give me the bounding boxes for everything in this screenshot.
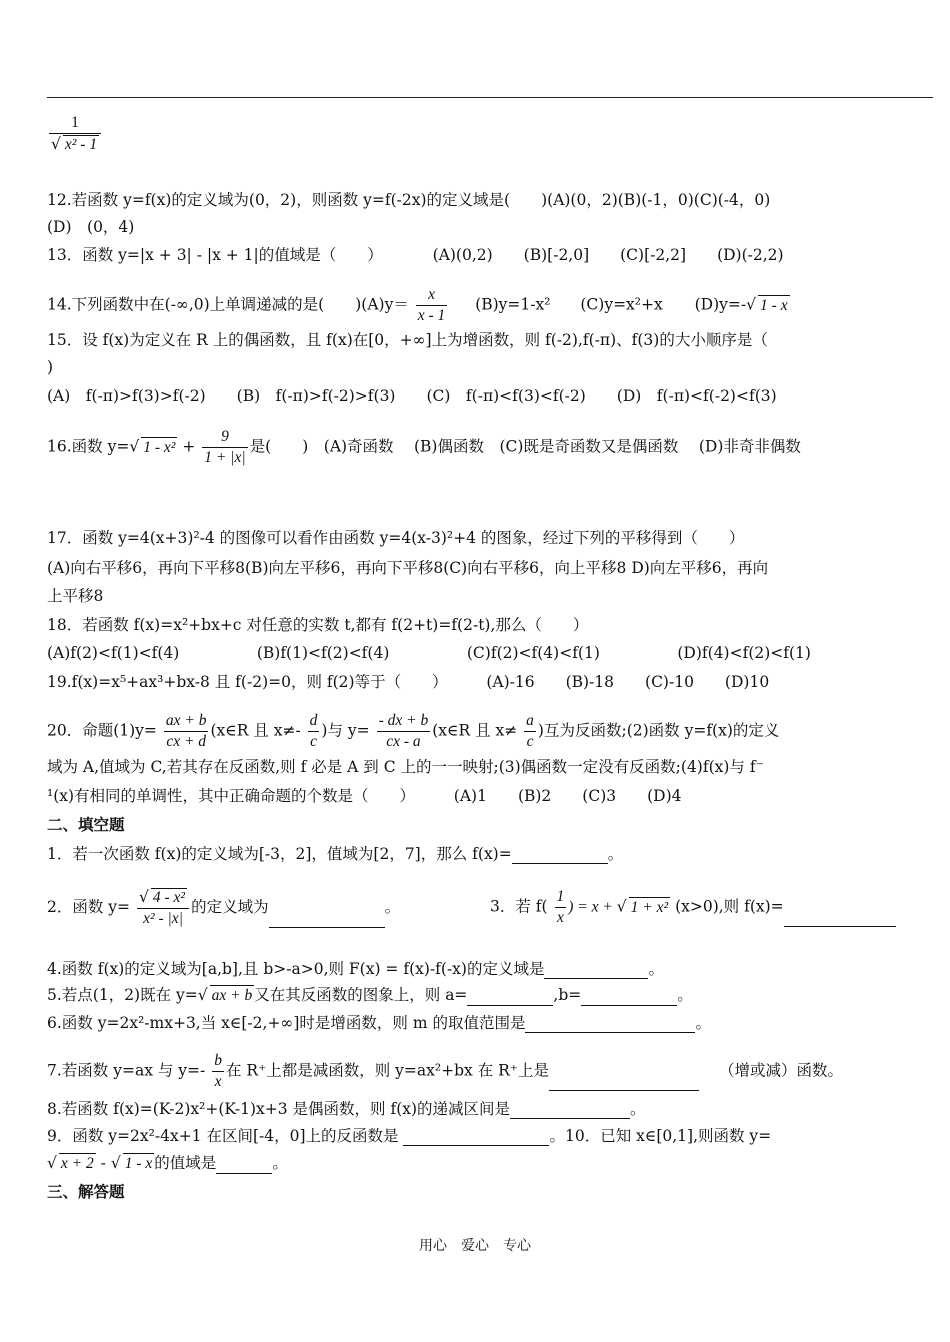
fill3-post: (x>0),则 f(x)= [675,897,784,916]
fill5-post: 又在其反函数的图象上，则 a= [254,986,468,1004]
fill6 [47,1012,711,1033]
fill5-end: 。 [677,986,693,1004]
q20-frac2-den: cx - a [386,733,421,750]
fill7-blank[interactable] [549,1070,699,1091]
fill5-pre: 5.若点(1，2)既在 y= [47,986,198,1004]
fill4-text: 4.函数 f(x)的定义域为[a,b],且 b>-a>0,则 F(x) = f(x)-f(-x)的定义域是 [47,960,545,978]
fill1 [47,843,623,864]
fill7 [47,1052,843,1091]
q18-options: (A)f(2)<f(1)<f(4) (B)f(1)<f(2)<f(4) (C)f(2)<f(4)<f(1) (D)f(4)<f(2)<f(1) [47,644,811,662]
fill3-num: 1 [555,888,567,908]
fill8 [47,1098,646,1119]
fill3-mid: ) = x + [568,898,617,916]
q17-line3: 上平移8 [47,587,104,605]
q20-frac1 [164,712,209,751]
fill3-blank[interactable] [784,906,896,927]
q14-optD-rad: 1 - x [760,296,788,314]
fill7-end: （增或减）函数。 [718,1061,843,1080]
fill3-frac [555,888,567,927]
fill2-pre: 2．函数 y= [47,898,131,916]
q13-stem: 13．函数 y=|x + 3| - |x + 1|的值域是（ ） [47,246,383,264]
q15-line1: 15．设 f(x)为定义在 R 上的偶函数，且 f(x)在[0，+∞]上为增函数，则 f(-2),f(-π)、f(3)的大小顺序是（ [47,331,768,349]
header-fraction: $\frac{1}{\text{√ x² - 1}}$ [47,114,103,154]
q16-frac-den: 1 + |x| [204,449,246,466]
q13-options: (A)(0,2) (B)[-2,0] (C)[-2,2] (D)(-2,2) [432,246,784,264]
fill5: 5.若点(1，2)既在 y=√ ax + b 又在其反函数的图象上，则 a= ,b= 。 [47,986,693,1004]
fill7-num: b [212,1052,224,1072]
q20-rest: )互为反函数;(2)函数 y=f(x)的定义 [537,721,780,740]
fill10-post: 的值域是 [154,1154,217,1172]
fill6-blank[interactable] [525,1012,695,1033]
page-footer: 用心 爱心 专心 [419,1238,531,1254]
q15-line2: ) [47,358,54,376]
q16-plus: + [182,437,196,456]
fill1-end: 。 [607,845,624,863]
fill2-rad: 4 - x² [152,889,186,906]
q20-cond2: (x∈R 且 x≠ [432,721,518,740]
q18-line1: 18．若函数 f(x)=x²+bx+c 对任意的实数 t,都有 f(2+t)=f(2-t),那么（ ） [47,616,589,634]
fill10-end: 。 [272,1154,288,1172]
q16-frac [202,428,247,467]
fill9-blank[interactable] [403,1125,549,1146]
q14-optC: (C)y=x²+x [580,295,663,314]
q20-frac1-num: ax + b [164,712,209,732]
fill5-rad: ax + b [211,987,253,1004]
fill2-post: 的定义域为 [191,898,269,916]
fill10-minus: - [100,1154,106,1172]
fill4-blank[interactable] [544,958,648,979]
fill5-blank-b[interactable] [581,985,677,1006]
fill2-end: 。 [384,898,401,916]
q20-line3: ¹(x)有相同的单调性，其中正确命题的个数是（ ） (A)1 (B)2 (C)3 (D)4 [47,787,682,805]
fill1-text: 1．若一次函数 f(x)的定义域为[-3，2]，值域为[2，7]，那么 f(x)= [47,845,512,863]
q14-optD: (D)y=- [694,295,747,314]
q20-line2: 域为 A,值域为 C,若其存在反函数,则 f 必是 A 到 C 上的一一映射;(3)偶函数一定没有反函数;(4)f(x)与 f⁻ [47,758,764,776]
fill7-den: x [214,1073,222,1090]
fill7-post: 在 R⁺上都是减函数，则 y=ax²+bx 在 R⁺上是 [225,1061,549,1080]
fill10-rad1: x + 2 [60,1155,94,1172]
fill7-pre: 7.若函数 y=ax 与 y=- [47,1061,206,1080]
q14-frac-den: x - 1 [417,307,446,324]
q20-frac-d [308,712,320,751]
fill8-text: 8.若函数 f(x)=(K-2)x²+(K-1)x+3 是偶函数，则 f(x)的递减区间是 [47,1100,511,1118]
header-rule [47,97,933,98]
fill5-blank-a[interactable] [467,985,553,1006]
q20-frac-a-num: a [524,712,536,732]
fill6-end: 。 [695,1014,711,1032]
section2-title: 二、填空题 [47,816,125,834]
q20-mid: )与 y= [321,721,370,740]
q13 [47,245,784,265]
q16-frac-num: 9 [202,428,247,448]
fill10-rad2: 1 - x [124,1155,153,1172]
q20-frac-a-den: c [526,733,534,750]
q20-frac-d-den: c [310,733,317,750]
q14-frac [416,286,448,325]
header-frac-num: 1 [49,114,101,134]
fill6-text: 6.函数 y=2x²-mx+3,当 x∈[-2,+∞]时是增函数，则 m 的取值范围是 [47,1014,526,1032]
header-frac-den: x² - 1 [64,136,98,153]
fill8-blank[interactable] [510,1098,630,1119]
fill10-blank[interactable] [216,1153,272,1174]
fill4 [47,958,664,979]
fill3: 3．若 f( $\frac{1}{x}$ ) = x + √ 1 + x² (x>0),则 f(x)= [490,888,896,927]
fill3-den: x [556,909,564,926]
fill10: √ x + 2 - √ 1 - x 的值域是 。 [47,1154,288,1172]
q12-line1: 12.若函数 y=f(x)的定义域为(0，2)，则函数 y=f(-2x)的定义域是( )(A)(0，2)(B)(-1，0)(C)(-4，0) [47,191,771,209]
fill5-b: ,b= [553,986,582,1004]
fill9-end: 。10．已知 x∈[0,1],则函数 y= [549,1127,772,1145]
q20-stem: 20．命题(1)y= [47,721,157,740]
q17-line1: 17．函数 y=4(x+3)²-4 的图像可以看作由函数 y=4(x-3)²+4 的图象，经过下列的平移得到（ ） [47,529,745,547]
section3-title: 三、解答题 [47,1183,125,1201]
q20-cond1: (x∈R 且 x≠- [210,721,301,740]
q19-line1: 19.f(x)=x⁵+ax³+bx-8 且 f(-2)=0，则 f(2)等于（ ） (A)-16 (B)-18 (C)-10 (D)10 [47,673,770,691]
q20-frac-a [524,712,536,751]
fill3-rad: 1 + x² [630,898,669,916]
q20-frac-d-num: d [308,712,320,732]
fill4-end: 。 [648,960,664,978]
q12-line2: (D) (0，4) [47,218,135,236]
q16-stem: 16.函数 y= [47,437,130,456]
q14-stem: 14.下列函数中在(-∞,0)上单调递减的是( )(A)y＝ [47,295,409,314]
q20-line1 [47,712,779,751]
fill9 [47,1125,771,1146]
q14-frac-num: x [416,286,448,306]
q20-frac2-num: - dx + b [377,712,431,732]
q14: 14.下列函数中在(-∞,0)上单调递减的是( )(A)y＝ $\frac{x}{x - 1}$ (B)y=1-x² (C)y=x²+x (D)y=-√ 1 - x [47,286,788,324]
q16: 16.函数 y=√ 1 - x² + $\frac{9}{1 + |x|}$ 是( ) (A)奇函数 (B)偶函数 (C)既是奇函数又是偶函数 (D)非奇非偶数 [47,428,801,466]
q17-line2: (A)向右平移6，再向下平移8(B)向左平移6，再向下平移8(C)向右平移6，向上平移8 D)向左平移6，再向 [47,559,769,577]
fill1-blank[interactable] [512,843,608,864]
fill8-end: 。 [630,1100,646,1118]
fill3-pre: 3．若 f( [490,897,548,916]
fill2 [47,888,400,928]
q20-frac1-den: cx + d [166,733,207,750]
q16-rest: 是( ) (A)奇函数 (B)偶函数 (C)既是奇函数又是偶函数 (D)非奇非偶数 [249,437,801,456]
q20-frac2 [377,712,431,751]
q14-optB: (B)y=1-x² [475,295,551,314]
fill7-frac [212,1052,224,1091]
fill2-den: x² - |x| [143,910,183,927]
q15-options: (A) f(-π)>f(3)>f(-2) (B) f(-π)>f(-2)>f(3) (C) f(-π)<f(3)<f(-2) (D) f(-π)<f(-2)<f(3) [47,387,777,405]
fill9-text: 9．函数 y=2x²-4x+1 在区间[-4，0]上的反函数是 [47,1127,399,1145]
fill2-frac: $\frac{\text{√ 4 - x²}}{\text{x² - |x|}}$ [137,888,189,928]
fill2-blank[interactable] [269,907,385,928]
q16-rad: 1 - x² [143,438,176,456]
